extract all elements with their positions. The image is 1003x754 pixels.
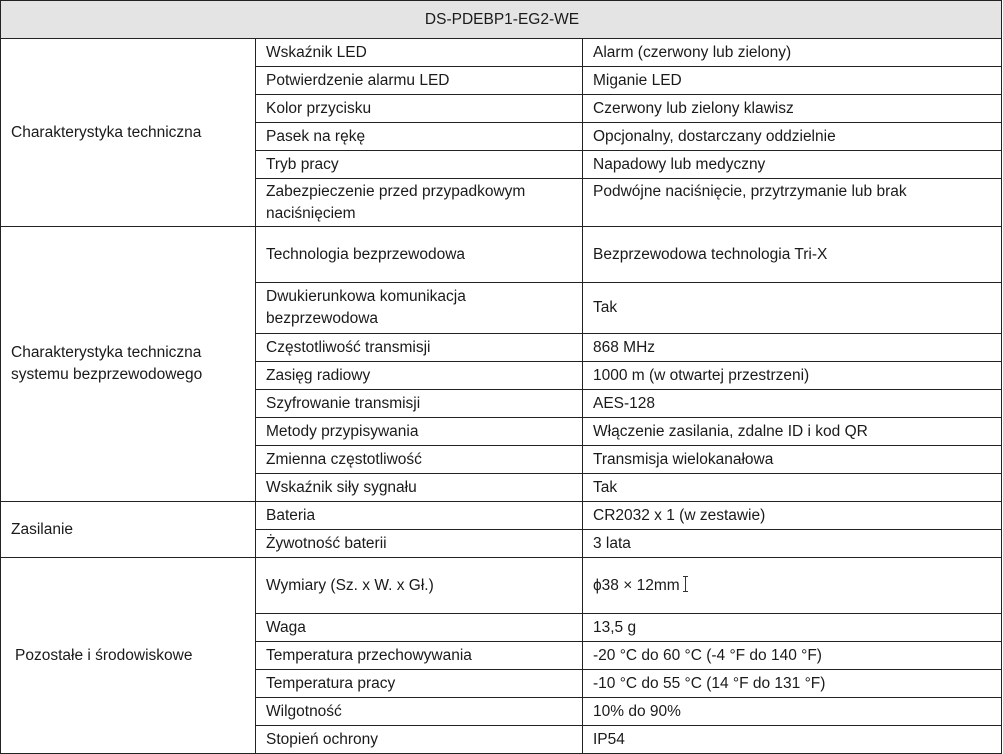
text-cursor-icon (683, 576, 689, 592)
value-cell: Czerwony lub zielony klawisz (583, 95, 1002, 123)
param-cell: Żywotność baterii (256, 530, 583, 558)
value-cell: Podwójne naciśnięcie, przytrzymanie lub brak (583, 179, 1002, 227)
param-cell: Zmienna częstotliwość (256, 446, 583, 474)
param-cell: Technologia bezprzewodowa (256, 227, 583, 283)
value-text: ϕ38 × 12mm (593, 576, 680, 594)
param-cell: Zabezpieczenie przed przypadkowym naciśnięciem (256, 179, 583, 227)
value-cell: CR2032 x 1 (w zestawie) (583, 502, 1002, 530)
value-cell: Napadowy lub medyczny (583, 151, 1002, 179)
param-cell: Temperatura przechowywania (256, 642, 583, 670)
value-cell: Miganie LED (583, 67, 1002, 95)
param-cell: Wymiary (Sz. x W. x Gł.) (256, 558, 583, 614)
value-cell: 868 MHz (583, 334, 1002, 362)
param-cell: Częstotliwość transmisji (256, 334, 583, 362)
param-cell: Szyfrowanie transmisji (256, 390, 583, 418)
value-cell: Tak (583, 283, 1002, 334)
value-cell: Alarm (czerwony lub zielony) (583, 39, 1002, 67)
value-cell (583, 558, 1002, 614)
category-cell: Charakterystyka techniczna (1, 39, 256, 227)
category-cell: Zasilanie (1, 502, 256, 558)
param-cell: Bateria (256, 502, 583, 530)
category-cell: Pozostałe i środowiskowe (1, 558, 256, 754)
value-cell: 3 lata (583, 530, 1002, 558)
model-header: DS-PDEBP1-EG2-WE (1, 1, 1002, 39)
category-cell: Charakterystyka techniczna systemu bezprzewodowego (1, 227, 256, 502)
param-cell: Temperatura pracy (256, 670, 583, 698)
value-cell: IP54 (583, 726, 1002, 754)
value-cell: -20 °C do 60 °C (-4 °F do 140 °F) (583, 642, 1002, 670)
value-cell: Bezprzewodowa technologia Tri-X (583, 227, 1002, 283)
param-cell: Waga (256, 614, 583, 642)
param-cell: Kolor przycisku (256, 95, 583, 123)
value-cell: AES-128 (583, 390, 1002, 418)
param-cell: Zasięg radiowy (256, 362, 583, 390)
value-cell: Transmisja wielokanałowa (583, 446, 1002, 474)
value-cell: 10% do 90% (583, 698, 1002, 726)
param-cell: Potwierdzenie alarmu LED (256, 67, 583, 95)
param-cell: Wilgotność (256, 698, 583, 726)
value-cell: -10 °C do 55 °C (14 °F do 131 °F) (583, 670, 1002, 698)
value-cell: Włączenie zasilania, zdalne ID i kod QR (583, 418, 1002, 446)
param-cell: Dwukierunkowa komunikacja bezprzewodowa (256, 283, 583, 334)
param-cell: Pasek na rękę (256, 123, 583, 151)
param-cell: Metody przypisywania (256, 418, 583, 446)
param-cell: Tryb pracy (256, 151, 583, 179)
value-cell: Tak (583, 474, 1002, 502)
param-cell: Wskaźnik LED (256, 39, 583, 67)
param-cell: Stopień ochrony (256, 726, 583, 754)
value-cell: 1000 m (w otwartej przestrzeni) (583, 362, 1002, 390)
value-cell: 13,5 g (583, 614, 1002, 642)
value-cell: Opcjonalny, dostarczany oddzielnie (583, 123, 1002, 151)
param-cell: Wskaźnik siły sygnału (256, 474, 583, 502)
